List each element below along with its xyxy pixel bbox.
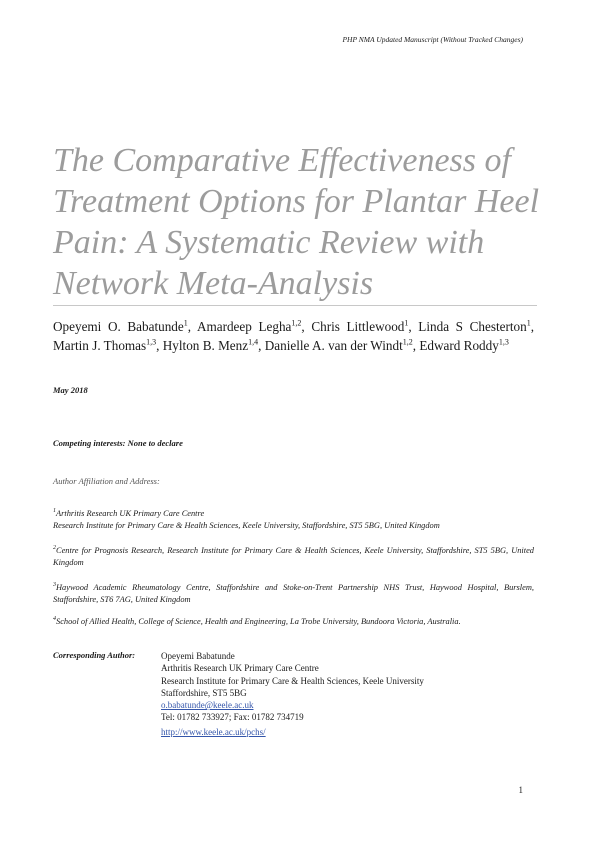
paper-title: The Comparative Effectiveness of Treatment Options for Plantar Heel Pain: A Systematic Review with Network Meta-Analysis [53, 142, 540, 302]
author-separator: , [187, 319, 197, 334]
author-name: Amardeep Legha [196, 319, 292, 334]
author-list [53, 317, 534, 355]
page-number: 1 [518, 785, 523, 795]
corr-line-name: Opeyemi Babatunde [161, 651, 235, 661]
phone-fax: Tel: 01782 733927; Fax: 01782 734719 [161, 712, 304, 723]
author-separator: , [530, 319, 535, 334]
affiliation-4-line-1: School of Allied Health, College of Science, Health and Engineering, La Trobe University, Bundoora Victoria, Australia. [56, 617, 461, 626]
title-divider [53, 305, 537, 306]
author-affiliation-marker: 1 [183, 318, 188, 328]
author-affiliation-marker: 1,3 [498, 337, 509, 347]
author-affiliation-marker: 1,2 [402, 337, 413, 347]
author-name: Chris Littlewood [311, 319, 405, 334]
affiliation-1-line-2: Research Institute for Primary Care & Health Sciences, Keele University, Staffordshire, ST5 5BG, United Kingdom [53, 521, 440, 530]
affiliation-2 [53, 545, 534, 569]
author-name: Edward Roddy [419, 338, 499, 353]
affiliation-3-number: 3 [53, 582, 56, 589]
affiliation-2-number: 2 [53, 545, 56, 552]
affiliation-heading: Author Affiliation and Address: [53, 476, 160, 486]
author-affiliation-marker: 1 [404, 318, 409, 328]
author-separator: , [301, 319, 312, 334]
author-name: Hylton B. Menz [162, 338, 249, 353]
author-separator: , [156, 338, 163, 353]
affiliation-1 [53, 508, 534, 532]
running-header: PHP NMA Updated Manuscript (Without Tracked Changes) [342, 35, 523, 44]
affiliation-1-number: 1 [53, 508, 56, 515]
corresponding-author-details [161, 650, 424, 724]
affiliation-3-line-1: Haywood Academic Rheumatology Centre, Staffordshire and Stoke-on-Trent Partnership NHS Trust, Haywood Hospital, Burslem, Staffordshire, ST6 7AG, United Kingdom [53, 583, 534, 604]
email-link[interactable]: o.babatunde@keele.ac.uk [161, 700, 254, 711]
author-separator: , [412, 338, 420, 353]
author-name: Danielle A. van der Windt [264, 338, 403, 353]
author-name: Opeyemi O. Babatunde [53, 319, 184, 334]
author-separator: , [408, 319, 419, 334]
affiliation-4 [53, 616, 534, 628]
competing-interests: Competing interests: None to declare [53, 438, 183, 448]
website-link[interactable]: http://www.keele.ac.uk/pchs/ [161, 727, 266, 737]
affiliation-3 [53, 582, 534, 606]
author-affiliation-marker: 1,4 [248, 337, 259, 347]
author-affiliation-marker: 1 [526, 318, 531, 328]
manuscript-date: May 2018 [53, 385, 88, 395]
author-affiliation-marker: 1,2 [291, 318, 302, 328]
author-affiliation-marker: 1,3 [146, 337, 157, 347]
corr-line-institute: Research Institute for Primary Care & Health Sciences, Keele University [161, 675, 424, 686]
affiliation-1-line-1: Arthritis Research UK Primary Care Centre [56, 509, 205, 518]
affiliation-4-number: 4 [53, 616, 56, 623]
corresponding-author-label: Corresponding Author: [53, 650, 136, 660]
author-name: Linda S Chesterton [418, 319, 527, 334]
corr-line-address: Staffordshire, ST5 5BG [161, 687, 247, 698]
author-separator: , [258, 338, 265, 353]
corr-line-centre: Arthritis Research UK Primary Care Centre [161, 663, 319, 674]
author-name: Martin J. Thomas [53, 338, 147, 353]
affiliation-2-line-1: Centre for Prognosis Research, Research Institute for Primary Care & Health Sciences, Keele University, Staffordshire, ST5 5BG, United Kingdom [53, 546, 534, 567]
